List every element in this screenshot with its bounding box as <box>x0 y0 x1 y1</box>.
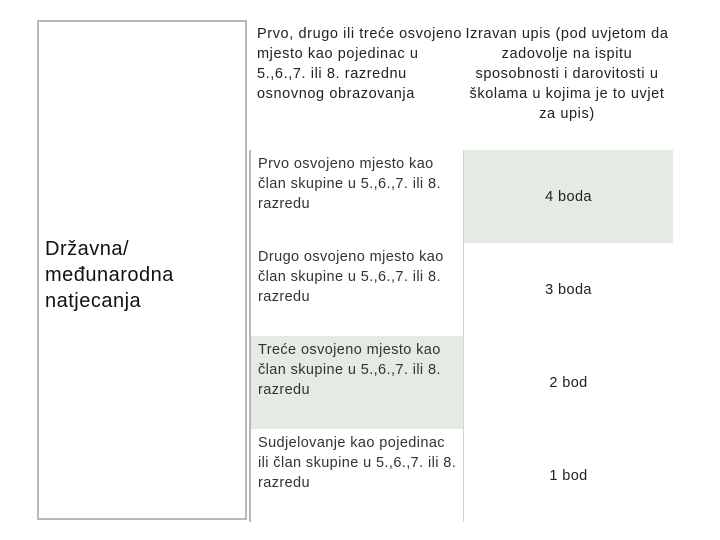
row-description: Treće osvojeno mjesto kao član skupine u 5.,6.,7. ili 8. razredu <box>251 336 463 429</box>
row-description: Prvo osvojeno mjesto kao član skupine u 5.,6.,7. ili 8. razredu <box>251 150 463 243</box>
row-points: 1 bod <box>463 429 673 522</box>
table-row <box>251 150 673 243</box>
row-points: 2 bod <box>463 336 673 429</box>
row-description: Sudjelovanje kao pojedinac ili član skupine u 5.,6.,7. ili 8. razredu <box>251 429 463 522</box>
table-row <box>251 336 673 429</box>
header-placement-criteria: Prvo, drugo ili treće osvojeno mjesto kao pojedinac u 5.,6.,7. ili 8. razrednu osnovnog obrazovanja <box>257 26 462 102</box>
category-label: Državna/ međunarodna natjecanja <box>45 238 174 312</box>
points-table <box>249 150 673 522</box>
row-points: 3 boda <box>463 243 673 336</box>
header-direct-enrollment: Izravan upis (pod uvjetom da zadovolje na ispitu sposobnosti i darovitosti u školama u kojima je to uvjet za upis) <box>465 26 669 122</box>
row-points: 4 boda <box>463 150 673 243</box>
table-row <box>251 243 673 336</box>
row-description: Drugo osvojeno mjesto kao član skupine u 5.,6.,7. ili 8. razredu <box>251 243 463 336</box>
table-row <box>251 429 673 522</box>
